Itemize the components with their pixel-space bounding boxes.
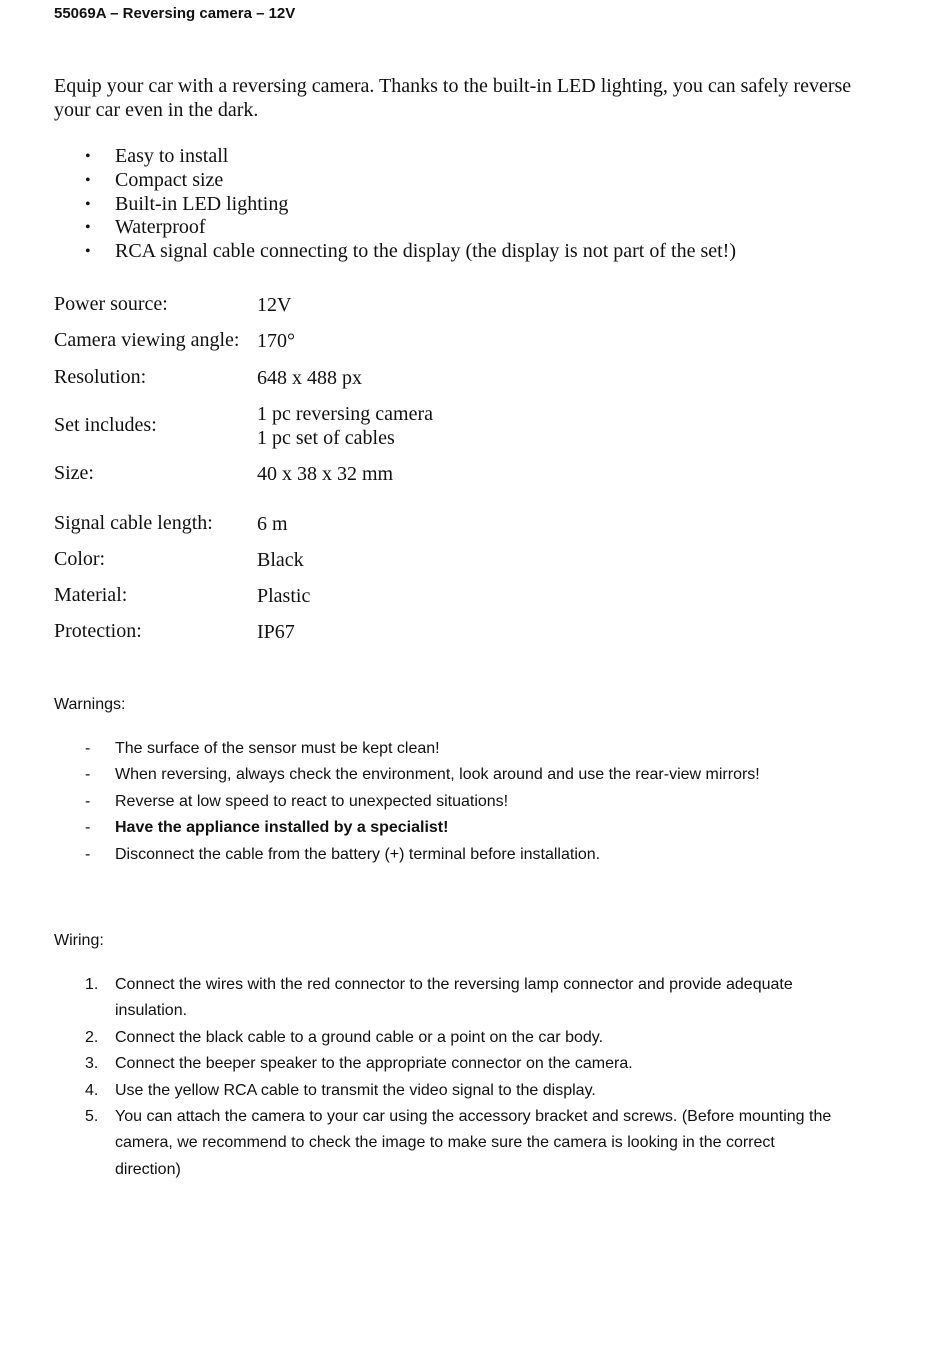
spec-value: IP67	[257, 621, 295, 643]
spec-value-line: 1 pc set of cables	[257, 427, 395, 449]
step-text: You can attach the camera to your car using the accessory bracket and screws. (Before mounting the camera, we recommend to check the image to make sure the camera is looking in the correct direction)	[115, 1108, 832, 1178]
spec-label: Resolution:	[54, 366, 147, 388]
step-number: 5.	[85, 1108, 99, 1126]
spec-value	[257, 402, 433, 450]
list-item	[54, 815, 760, 841]
list-item	[54, 789, 760, 815]
spec-value: 6 m	[257, 513, 288, 535]
list-item	[54, 240, 736, 264]
dash-marker: -	[85, 766, 91, 784]
bullet-icon: •	[85, 243, 91, 261]
wiring-heading: Wiring:	[54, 932, 104, 949]
spec-value: Black	[257, 549, 304, 571]
spec-label: Signal cable length:	[54, 512, 213, 534]
warnings-list	[54, 736, 760, 868]
spec-value: Plastic	[257, 585, 311, 607]
step-text: Connect the black cable to a ground cable or a point on the car body.	[115, 1028, 604, 1046]
bullet-icon: •	[85, 171, 91, 189]
step-number: 4.	[85, 1081, 99, 1099]
dash-marker: -	[85, 845, 91, 863]
list-item	[54, 736, 760, 762]
intro-paragraph: Equip your car with a reversing camera. Thanks to the built-in LED lighting, you can safely reverse your car even in the dark.	[54, 75, 852, 121]
step-text: Use the yellow RCA cable to transmit the video signal to the display.	[115, 1081, 596, 1099]
spec-label: Camera viewing angle:	[54, 329, 240, 351]
feature-text: Built-in LED lighting	[115, 192, 289, 215]
spec-label: Size:	[54, 462, 94, 484]
spec-label: Power source:	[54, 293, 168, 315]
list-item	[54, 169, 736, 193]
step-number: 1.	[85, 976, 99, 993]
list-item	[54, 762, 760, 788]
document-title: 55069A – Reversing camera – 12V	[54, 5, 296, 22]
spec-value: 648 x 488 px	[257, 367, 362, 389]
spec-value: 40 x 38 x 32 mm	[257, 463, 394, 485]
step-text: Connect the beeper speaker to the appropriate connector on the camera.	[115, 1055, 633, 1073]
bullet-icon: •	[85, 148, 91, 165]
list-item	[54, 216, 736, 240]
list-item	[54, 1051, 844, 1077]
feature-text: Compact size	[115, 168, 224, 191]
list-item	[54, 1078, 844, 1104]
step-number: 3.	[85, 1055, 99, 1073]
dash-marker: -	[85, 740, 91, 757]
list-item	[54, 972, 844, 1025]
warning-text: Have the appliance installed by a specialist!	[115, 819, 449, 837]
spec-value: 12V	[257, 294, 292, 316]
dash-marker: -	[85, 792, 91, 810]
list-item	[54, 193, 736, 217]
dash-marker: -	[85, 819, 91, 837]
warning-text: The surface of the sensor must be kept clean!	[115, 740, 440, 757]
list-item	[54, 1025, 844, 1051]
spec-label: Material:	[54, 584, 128, 606]
spec-label: Set includes:	[54, 414, 157, 436]
bullet-icon: •	[85, 195, 91, 213]
warning-text: Reverse at low speed to react to unexpected situations!	[115, 792, 509, 810]
wiring-steps-list	[54, 972, 844, 1183]
feature-text: RCA signal cable connecting to the display (the display is not part of the set!)	[115, 240, 736, 263]
warning-text: Disconnect the cable from the battery (+) terminal before installation.	[115, 845, 601, 863]
step-number: 2.	[85, 1028, 99, 1046]
spec-value: 170°	[257, 330, 295, 352]
feature-text: Waterproof	[115, 216, 206, 239]
bullet-icon: •	[85, 219, 91, 237]
spec-label: Color:	[54, 548, 106, 570]
spec-value-line: 1 pc reversing camera	[257, 403, 434, 425]
list-item	[54, 842, 760, 868]
warnings-heading: Warnings:	[54, 696, 126, 713]
feature-list	[54, 145, 736, 264]
list-item	[54, 1104, 844, 1183]
list-item	[54, 145, 736, 169]
warning-text: When reversing, always check the environment, look around and use the rear-view mirrors!	[115, 766, 760, 784]
feature-text: Easy to install	[115, 145, 229, 167]
step-text: Connect the wires with the red connector to the reversing lamp connector and provide adequate insulation.	[115, 976, 793, 1020]
spec-label: Protection:	[54, 620, 142, 642]
